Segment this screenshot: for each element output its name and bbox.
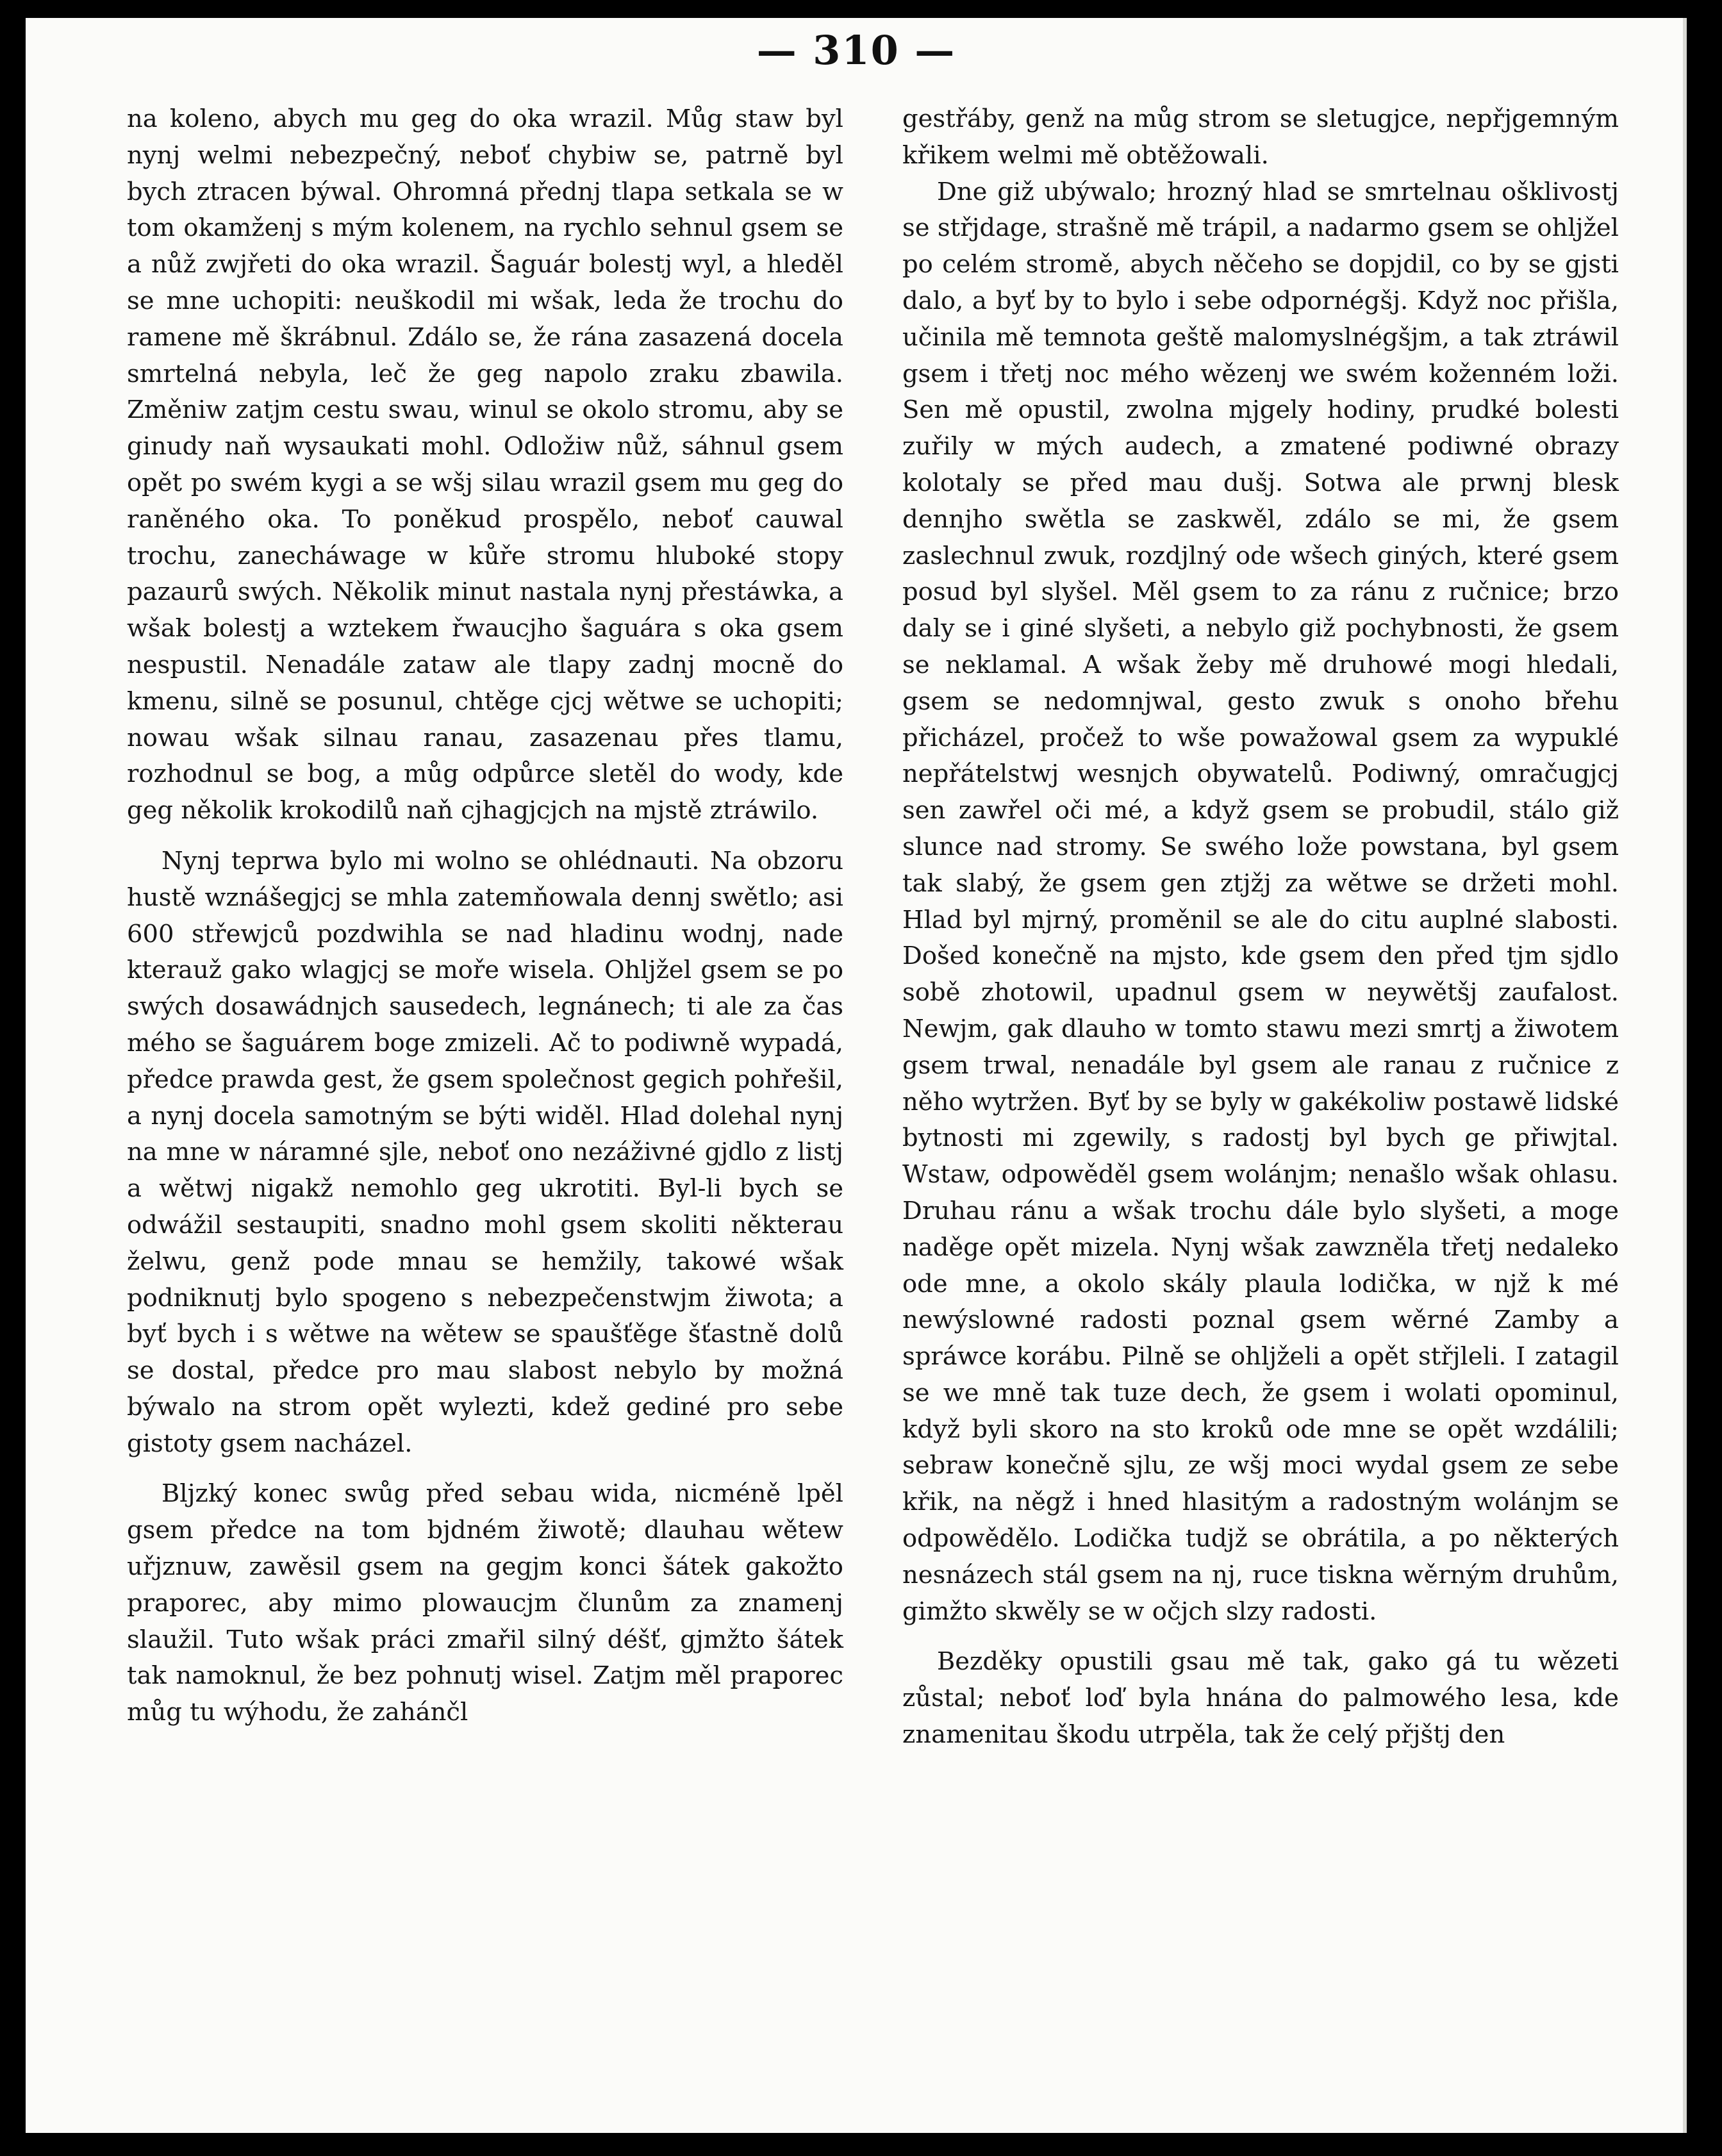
right-column — [902, 101, 1619, 1754]
paragraph: Bezděky opustili gsau mě tak, gako gá tu wězeti zůstal; neboť loď byla hnána do palmowého lesa, kde znamenitau škodu utrpěla, tak že celý přjštj den — [902, 1647, 1619, 1750]
page-edge-shadow — [1683, 18, 1687, 2133]
paragraph: gestřáby, genž na můg strom se sletugjce, nepřjgemným křikem welmi mě obtěžowali. — [902, 104, 1619, 170]
page-number: — 310 — — [756, 27, 956, 74]
paragraph: Dne giž ubýwalo; hrozný hlad se smrtelnau ošklivostj se střjdage, strašně mě trápil, a nadarmo gsem se ohljžel po celém stromě, abych něčeho se dopjdil, co by se gjsti dalo, a byť by to bylo i sebe odpornégšj. Když noc přišla, učinila mě temnota geště malomyslnégšjm, a tak ztráwil gsem i třetj noc mého wězenj we swém koženném loži. Sen mě opustil, zwolna mjgely hodiny, prudké bolesti zuřily w mých audech, a zmatené podiwné obrazy kolotaly se před mau dušj. Sotwa ale prwnj blesk dennjho swětla se zaskwěl, zdálo se mi, že gsem zaslechnul zwuk, rozdjlný ode wšech giných, které gsem posud byl slyšel. Měl gsem to za ránu z ručnice; brzo daly se i giné slyšeti, a nebylo giž pochybnosti, že gsem se neklamal. A wšak žeby mě druhowé mogi hledali, gsem se nedomnjwal, gesto zwuk s onoho břehu přicházel, pročež to wše powažowal gsem za wypuklé nepřátelstwj wesnjch obywatelů. Podiwný, omračugjcj sen zawřel oči mé, a když gsem se probudil, stálo giž slunce nad stromy. Se swého lože powstana, byl gsem tak slabý, že gsem gen ztjžj za wětwe se držeti mohl. Hlad byl mjrný, proměnil se ale do citu auplné slabosti. Došed konečně na mjsto, kde gsem den před tjm sjdlo sobě zhotowil, upadnul gsem w neywětšj zaufalost. Newjm, gak dlauho w tomto stawu mezi smrtj a žiwotem gsem trwal, nenadále byl gsem ale ranau z ručnice z něho wytržen. Byť by se byly w gakékoliw postawě lidské bytnosti mi zgewily, s radostj byl bych ge přiwjtal. Wstaw, odpowěděl gsem wolánjm; nenašlo wšak ohlasu. Druhau ránu a wšak trochu dále bylo slyšeti, a moge naděge opět mizela. Nynj wšak zawzněla třetj nedaleko ode mne, a okolo skály plaula lodička, w njž k mé newýslowné radosti poznal gsem wěrné Zamby a spráwce korábu. Pilně se ohljželi a opět střjleli. I zatagil se we mně tak tuze dech, že gsem i wolati opominul, když byli skoro na sto kroků ode mne se opět wzdálili; sebraw konečně sjlu, ze wšj moci wydal gsem ze sebe křik, na něgž i hned hlasitým a radostným wolánjm se odpowědělo. Lodička tudjž se obrátila, a po některých nesnázech stál gsem na nj, ruce tiskna wěrným druhům, gimžto skwěly se w očjch slzy radosti. — [902, 177, 1619, 1626]
book-page — [26, 18, 1687, 2133]
paragraph: Bljzký konec swůg před sebau wida, nicméně lpěl gsem předce na tom bjdném žiwotě; dlauhau wětew uřjznuw, zawěsil gsem na gegjm konci šátek gakožto praporec, aby mimo plowaucjm člunům za znamenj slaužil. Tuto wšak práci zmařil silný déšť, gjmžto šátek tak namoknul, že bez pohnutj wisel. Zatjm měl praporec můg tu wýhodu, že zahánčl — [127, 1479, 843, 1727]
left-column — [127, 101, 843, 1731]
paragraph: na koleno, abych mu geg do oka wrazil. Můg staw byl nynj welmi nebezpečný, neboť chybiw se, patrně byl bych ztracen býwal. Ohromná přednj tlapa setkala se w tom okamženj s mým kolenem, na rychlo sehnul gsem se a nůž zwjřeti do oka wrazil. Šaguár bolestj wyl, a hleděl se mne uchopiti: neuškodil mi wšak, leda že trochu do ramene mě škrábnul. Zdálo se, že rána zasazená docela smrtelná nebyla, leč že geg napolo zraku zbawila. Změniw zatjm cestu swau, winul se okolo stromu, aby se ginudy naň wysaukati mohl. Odložiw nůž, sáhnul gsem opět po swém kygi a se wšj silau wrazil gsem mu geg do raněného oka. To poněkud prospělo, neboť cauwal trochu, zanecháwage w kůře stromu hluboké stopy pazaurů swých. Několik minut nastala nynj přestáwka, a wšak bolestj a wztekem řwaucjho šaguára s oka gsem nespustil. Nenadále zataw ale tlapy zadnj mocně do kmenu, silně se posunul, chtěge cjcj wětwe se uchopiti; nowau wšak silnau ranau, zasazenau přes tlamu, rozhodnul se bog, a můg odpůrce sletěl do wody, kde geg několik krokodilů naň cjhagjcjch na mjstě ztráwilo. — [127, 104, 843, 825]
paragraph: Nynj teprwa bylo mi wolno se ohlédnauti. Na obzoru hustě wznášegjcj se mhla zatemňowala dennj swětlo; asi 600 střewjců pozdwihla se nad hladinu wodnj, nade kterauž gako wlagjcj se moře wisela. Ohljžel gsem se po swých dosawádnjch sausedech, legnánech; ti ale za čas mého se šaguárem boge zmizeli. Ač to podiwně wypadá, předce prawda gest, že gsem společnost gegich pohřešil, a nynj docela samotným se býti widěl. Hlad dolehal nynj na mne w náramné sjle, neboť ono nezáživné gjdlo z listj a wětwj nigakž nemohlo geg ukrotiti. Byl-li bych se odwážil sestaupiti, snadno mohl gsem skoliti některau želwu, genž pode mnau se hemžily, takowé wšak podniknutj bylo spogeno s nebezpečenstwjm žiwota; a byť bych i s wětwe na wětew se spaušťěge šťastně dolů se dostal, předce pro mau slabost nebylo by možná býwalo na strom opět wylezti, kdež gediné pro sebe gistoty gsem nacházel. — [127, 846, 843, 1458]
